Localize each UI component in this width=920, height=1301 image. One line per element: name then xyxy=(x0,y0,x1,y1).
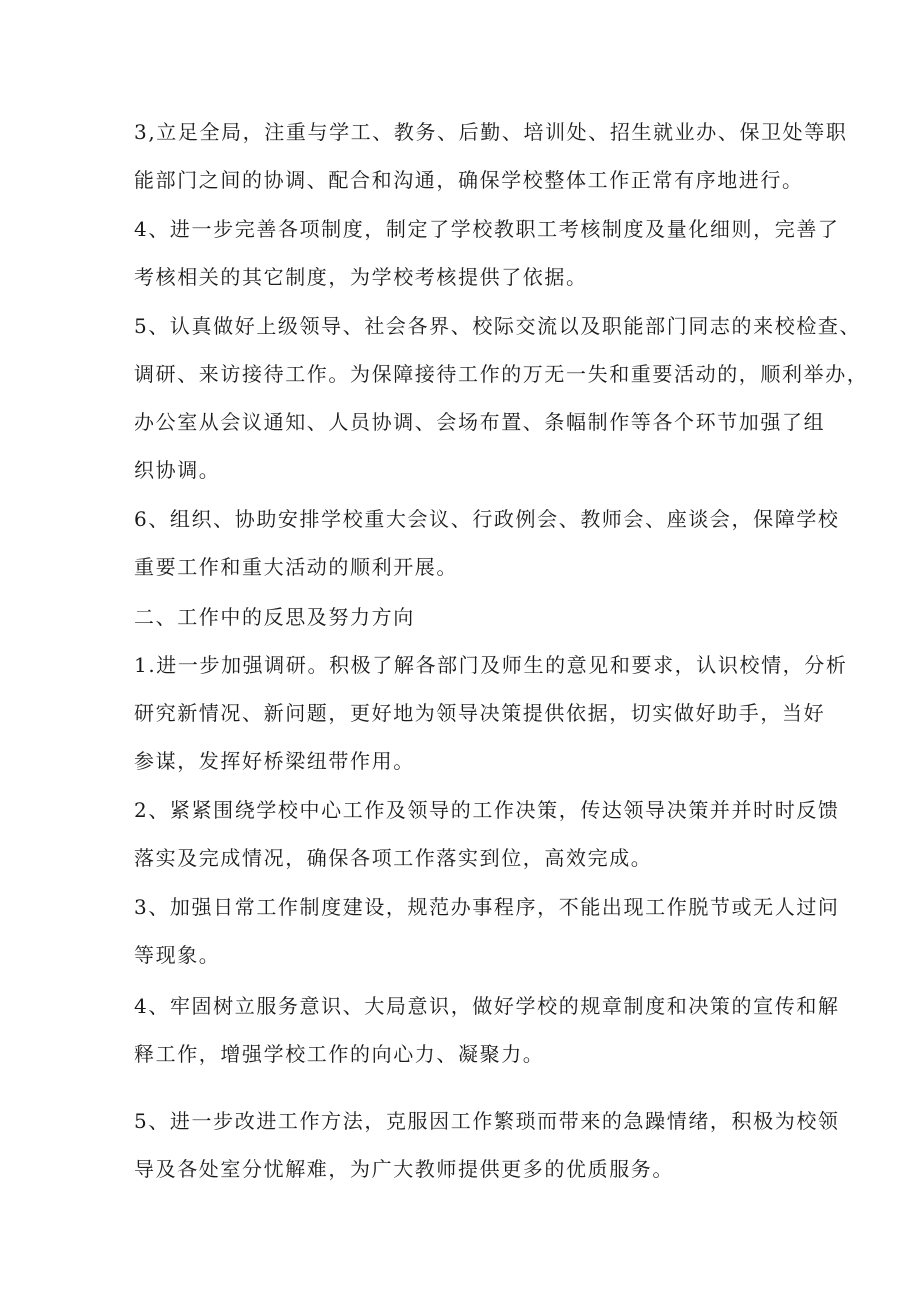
paragraph-line: 1.进一步加强调研。积极了解各部门及师生的意见和要求，认识校情，分析 xyxy=(134,653,848,677)
reflection-item-1 xyxy=(134,641,848,785)
paragraph-line: 织协调。 xyxy=(134,458,221,482)
reflection-item-4 xyxy=(134,982,840,1078)
paragraph-line: 研究新情况、新问题，更好地为领导决策提供依据，切实做好助手，当好 xyxy=(134,701,826,725)
reflection-item-2 xyxy=(134,786,840,882)
paragraph-line: 考核相关的其它制度，为学校考核提供了依据。 xyxy=(134,265,588,289)
paragraph-item-3 xyxy=(134,108,848,204)
section-heading xyxy=(134,593,794,641)
reflection-item-3 xyxy=(134,883,840,979)
paragraph-line: 3、加强日常工作制度建设，规范办事程序，不能出现工作脱节或无人过问 xyxy=(134,895,840,919)
paragraph-item-5 xyxy=(134,302,869,494)
paragraph-line: 参谋，发挥好桥梁纽带作用。 xyxy=(134,749,415,773)
paragraph-item-4 xyxy=(134,205,840,301)
paragraph-line: 等现象。 xyxy=(134,943,221,967)
section-heading-text: 二、工作中的反思及努力方向 xyxy=(134,605,415,629)
paragraph-item-6 xyxy=(134,495,840,591)
paragraph-line: 5、认真做好上级领导、社会各界、校际交流以及职能部门同志的来校检查、 xyxy=(134,314,862,338)
paragraph-line: 落实及完成情况，确保各项工作落实到位，高效完成。 xyxy=(134,846,653,870)
reflection-item-5 xyxy=(134,1097,840,1193)
paragraph-line: 调研、来访接待工作。为保障接待工作的万无一失和重要活动的，顺利举办， xyxy=(134,362,869,386)
paragraph-line: 5、进一步改进工作方法，克服因工作繁琐而带来的急躁情绪，积极为校领 xyxy=(134,1109,840,1133)
paragraph-line: 2、紧紧围绕学校中心工作及领导的工作决策，传达领导决策并并时时反馈 xyxy=(134,798,840,822)
paragraph-line: 4、牢固树立服务意识、大局意识，做好学校的规章制度和决策的宣传和解 xyxy=(134,994,840,1018)
paragraph-line: 导及各处室分忧解难，为广大教师提供更多的优质服务。 xyxy=(134,1157,674,1181)
paragraph-line: 能部门之间的协调、配合和沟通，确保学校整体工作正常有序地进行。 xyxy=(134,168,804,192)
paragraph-line: 3,立足全局，注重与学工、教务、后勤、培训处、招生就业办、保卫处等职 xyxy=(134,120,848,144)
paragraph-line: 6、组织、协助安排学校重大会议、行政例会、教师会、座谈会，保障学校 xyxy=(134,507,840,531)
paragraph-line: 重要工作和重大活动的顺利开展。 xyxy=(134,555,458,579)
paragraph-line: 释工作，增强学校工作的向心力、凝聚力。 xyxy=(134,1042,545,1066)
paragraph-line: 办公室从会议通知、人员协调、会场布置、条幅制作等各个环节加强了组 xyxy=(134,410,826,434)
paragraph-line: 4、进一步完善各项制度，制定了学校教职工考核制度及量化细则，完善了 xyxy=(134,217,840,241)
